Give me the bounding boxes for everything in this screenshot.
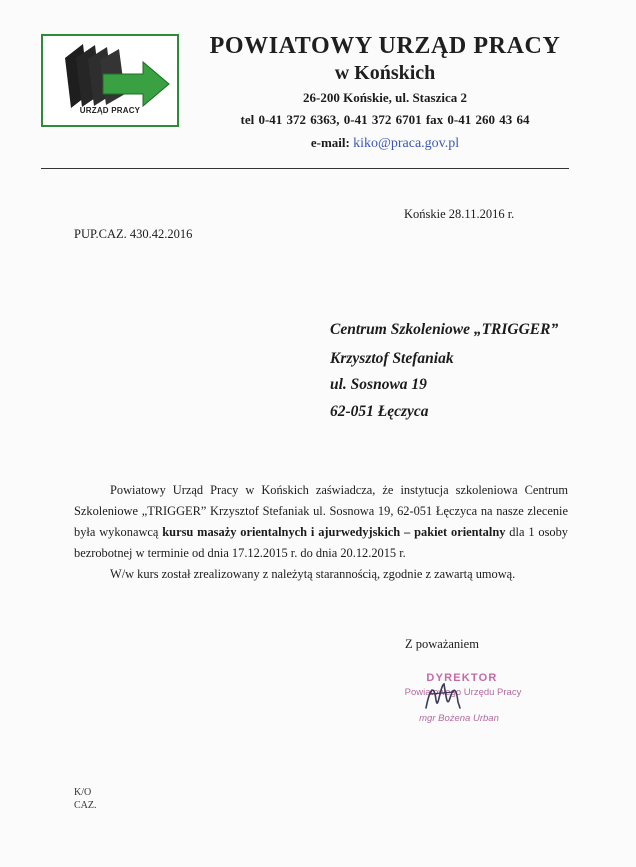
- stamp-title: DYREKTOR: [426, 672, 498, 684]
- body-p1-end: dla 1 osoby bezrobotnej w terminie od dnia 17.12.2015 r. do dnia 20.12.2015 r.: [74, 525, 568, 560]
- organization-email-line: [195, 135, 575, 152]
- footer-line-1: K/O: [74, 787, 92, 798]
- letter-body: [74, 480, 568, 585]
- logo-caption: URZĄD PRACY: [79, 106, 141, 115]
- organization-city: w Końskich: [334, 62, 436, 84]
- recipient-line-2: Krzysztof Stefaniak: [330, 350, 454, 367]
- letter-date: Końskie 28.11.2016 r.: [404, 207, 515, 221]
- body-paragraph-1: [74, 480, 568, 564]
- email-link[interactable]: kiko@praca.gov.pl: [353, 136, 460, 151]
- recipient-line-4: 62-051 Łęczyca: [330, 403, 429, 420]
- organization-address: 26-200 Końskie, ul. Staszica 2: [303, 90, 467, 105]
- footer-line-2: CAZ.: [74, 800, 97, 811]
- course-name: kursu masaży orientalnych i ajurwedyjskich – pakiet orientalny: [162, 525, 506, 539]
- email-label: e-mail:: [310, 135, 354, 150]
- signatory-name: mgr Bożena Urban: [419, 713, 499, 724]
- stamp-subtitle: Powiatowego Urzędu Pracy: [404, 687, 522, 698]
- recipient-line-1: Centrum Szkoleniowe „TRIGGER”: [330, 321, 559, 338]
- header-divider: [41, 168, 569, 169]
- body-p1-start: Powiatowy Urząd Pracy w Końskich zaświadcza, że instytucja szkoleniowa Centrum Szkoleniowe „TRIGGER” Krzysztof Stefaniak ul. Sosnowa 19, 62-051 Łęczyca na nasze zlecenie była wykonawcą: [74, 483, 568, 539]
- recipient-line-3: ul. Sosnowa 19: [330, 376, 427, 393]
- reference-number: PUP.CAZ. 430.42.2016: [74, 227, 193, 241]
- body-paragraph-2: W/w kurs został zrealizowany z należytą starannością, zgodnie z zawartą umową.: [110, 567, 516, 581]
- organization-phones: tel 0-41 372 6363, 0-41 372 6701 fax 0-41 260 43 64: [240, 112, 530, 127]
- org-logo: [41, 34, 179, 127]
- organization-name: POWIATOWY URZĄD PRACY: [209, 33, 561, 59]
- closing-regards: Z poważaniem: [405, 637, 479, 651]
- handwritten-signature-icon: [420, 678, 470, 714]
